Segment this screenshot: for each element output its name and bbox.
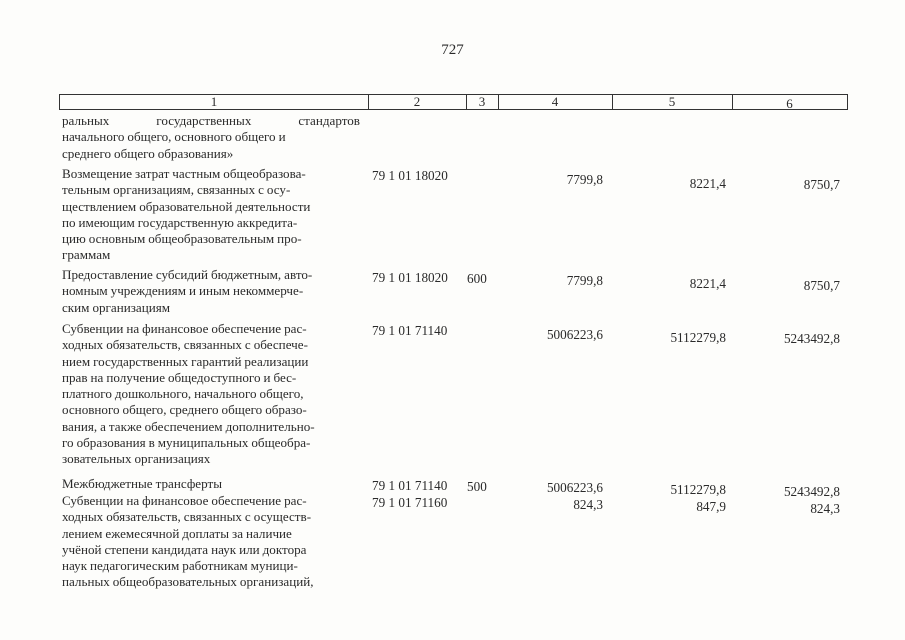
- description-line: Возмещение затрат частным общеобразова-: [62, 166, 306, 181]
- row-value-col6: 824,3: [810, 501, 840, 516]
- table-row-description: [62, 476, 360, 492]
- row-value-col5: 8221,4: [689, 176, 726, 191]
- row-code: 79 1 01 71160: [372, 495, 448, 510]
- description-line: Межбюджетные трансферты: [62, 476, 223, 491]
- row-code: 79 1 01 71140: [372, 478, 448, 493]
- description-line: го образования в муниципальных общеобра-: [62, 435, 311, 451]
- row-expense-type: 500: [467, 479, 487, 494]
- description-line: учёной степени кандидата наук или доктора: [62, 541, 307, 557]
- row-code: 79 1 01 71140: [372, 323, 448, 338]
- row-value-col6: 5243492,8: [783, 484, 840, 499]
- row-value-col6: 8750,7: [803, 177, 840, 192]
- description-line: по имеющим государственную аккредита-: [62, 214, 298, 230]
- column-header-1: 1: [210, 94, 218, 109]
- column-header-2: 2: [413, 94, 421, 109]
- description-line: нием государственных гарантий реализации: [62, 353, 309, 369]
- description-line: цию основным общеобразовательным про-: [62, 231, 302, 247]
- row-value-col4: 5006223,6: [546, 480, 603, 495]
- row-value-col5: 847,9: [696, 499, 726, 514]
- description-line: ральных государственных стандартов: [62, 113, 360, 128]
- description-line: ским организациям: [62, 299, 171, 315]
- row-value-col4: 7799,8: [566, 273, 603, 288]
- row-value-col4: 824,3: [573, 497, 603, 512]
- row-value-col5: 5112279,8: [670, 330, 726, 345]
- column-header-6: 6: [786, 96, 793, 111]
- table-row-description: [62, 493, 360, 591]
- row-value-col4: 5006223,6: [546, 327, 603, 342]
- column-header-5: 5: [668, 94, 676, 109]
- row-code: 79 1 01 18020: [372, 168, 448, 183]
- column-header-4: 4: [551, 94, 559, 109]
- description-line: ходных обязательств, связанных с обеспече-: [62, 337, 308, 353]
- table-row-description: [62, 321, 360, 468]
- description-line: зовательных организациях: [62, 451, 211, 467]
- description-line: начального общего, основного общего и: [62, 129, 286, 145]
- page-number: 727: [441, 42, 464, 58]
- description-line: лением ежемесячной доплаты за наличие: [62, 525, 292, 541]
- column-header-row: [59, 94, 848, 110]
- description-line: граммам: [62, 247, 111, 263]
- description-line: ществлением образовательной деятельности: [62, 198, 311, 214]
- row-value-col5: 5112279,8: [670, 482, 726, 497]
- description-line: тельным организациям, связанных с осу-: [62, 182, 291, 198]
- description-line: среднего общего образования»: [62, 145, 234, 161]
- table-row-description: [62, 113, 360, 162]
- table-row-description: [62, 166, 360, 264]
- description-line: основного общего, среднего общего образо-: [62, 402, 307, 418]
- description-line: ходных обязательств, связанных с осуществ-: [62, 509, 312, 525]
- description-line: Предоставление субсидий бюджетным, авто-: [62, 267, 313, 282]
- description-line: наук педагогическим работникам муници-: [62, 558, 298, 574]
- description-line: платного дошкольного, начального общего,: [62, 386, 304, 402]
- description-line: вания, а также обеспечением дополнительно-: [62, 418, 315, 434]
- row-code: 79 1 01 18020: [372, 270, 448, 285]
- column-header-3: 3: [478, 94, 486, 109]
- description-line: пальных общеобразовательных организаций,: [62, 574, 314, 590]
- row-value-col6: 8750,7: [803, 278, 840, 293]
- description-line: номным учреждениям и иным некоммерче-: [62, 283, 304, 299]
- table-row-description: [62, 267, 360, 316]
- row-value-col5: 8221,4: [689, 276, 726, 291]
- row-expense-type: 600: [467, 271, 487, 286]
- description-line: Субвенции на финансовое обеспечение рас-: [62, 321, 307, 336]
- description-line: прав на получение общедоступного и бес-: [62, 369, 297, 385]
- row-value-col6: 5243492,8: [783, 331, 840, 346]
- description-line: Субвенции на финансовое обеспечение рас-: [62, 493, 307, 508]
- row-value-col4: 7799,8: [566, 172, 603, 187]
